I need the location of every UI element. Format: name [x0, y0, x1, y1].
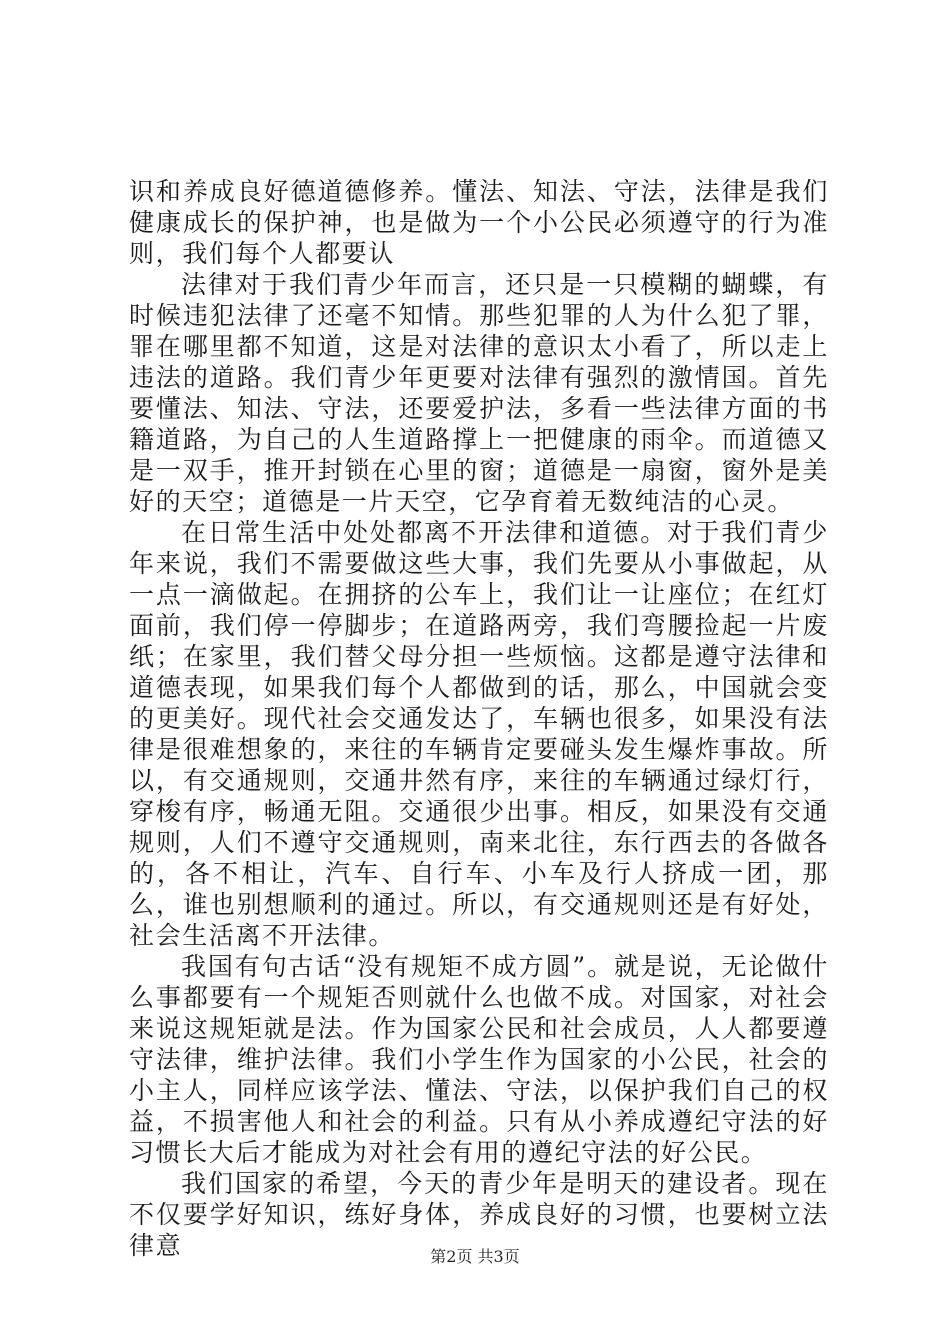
paragraph-daily-life: 在日常生活中处处都离不开法律和道德。对于我们青少年来说，我们不需要做这些大事，我们先要从小事做起，从一点一滴做起。在拥挤的公车上，我们让一让座位；在红灯面前，我们停一停脚步；在道路两旁，我们弯腰捡起一片废纸；在家里，我们替父母分担一些烦恼。这都是遵守法律和道德表现，如果我们每个人都做到的话，那么，中国就会变的更美好。现代社会交通发达了，车辆也很多，如果没有法律是很难想象的，来往的车辆肯定要碰头发生爆炸事故。所以，有交通规则，交通井然有序，来往的车辆通过绿灯行，穿梭有序，畅通无阻。交通很少出事。相反，如果没有交通规则，人们不遵守交通规则，南来北往，东行西去的各做各的，各不相让，汽车、自行车、小车及行人挤成一团，那么，谁也别想顺利的通过。所以，有交通规则还是有好处，社会生活离不开法律。: [129, 518, 829, 950]
paragraph-proverb: 我国有句古话“没有规矩不成方圆”。就是说，无论做什么事都要有一个规矩否则就什么也做不成。对国家，对社会来说这规矩就是法。作为国家公民和社会成员，人人都要遵守法律，维护法律。我们小学生作为国家的小公民，社会的小主人，同样应该学法、懂法、守法，以保护我们自己的权益，不损害他人和社会的利益。只有从小养成遵纪守法的好习惯长大后才能成为对社会有用的遵纪守法的好公民。: [129, 952, 829, 1167]
page-footer: [0, 1247, 950, 1267]
document-body: [129, 176, 829, 1261]
page-number: 第2页 共3页: [430, 1247, 520, 1266]
paragraph-continued: 识和养成良好德道德修养。懂法、知法、守法，法律是我们健康成长的保护神，也是做为一个小公民必须遵守的行为准则，我们每个人都要认: [129, 177, 829, 268]
paragraph-nation-hope: 我们国家的希望，今天的青少年是明天的建设者。现在不仅要学好知识，练好身体，养成良好的习惯，也要树立法律意: [129, 1169, 829, 1260]
paragraph-law-awareness: 法律对于我们青少年而言，还只是一只模糊的蝴蝶，有时候违犯法律了还毫不知情。那些犯罪的人为什么犯了罪，罪在哪里都不知道，这是对法律的意识太小看了，所以走上违法的道路。我们青少年更要对法律有强烈的激情国。首先要懂法、知法、守法，还要爱护法，多看一些法律方面的书籍道路，为自己的人生道路撑上一把健康的雨伞。而道德又是一双手，推开封锁在心里的窗；道德是一扇窗，窗外是美好的天空；道德是一片天空，它孕育着无数纯洁的心灵。: [129, 270, 829, 516]
